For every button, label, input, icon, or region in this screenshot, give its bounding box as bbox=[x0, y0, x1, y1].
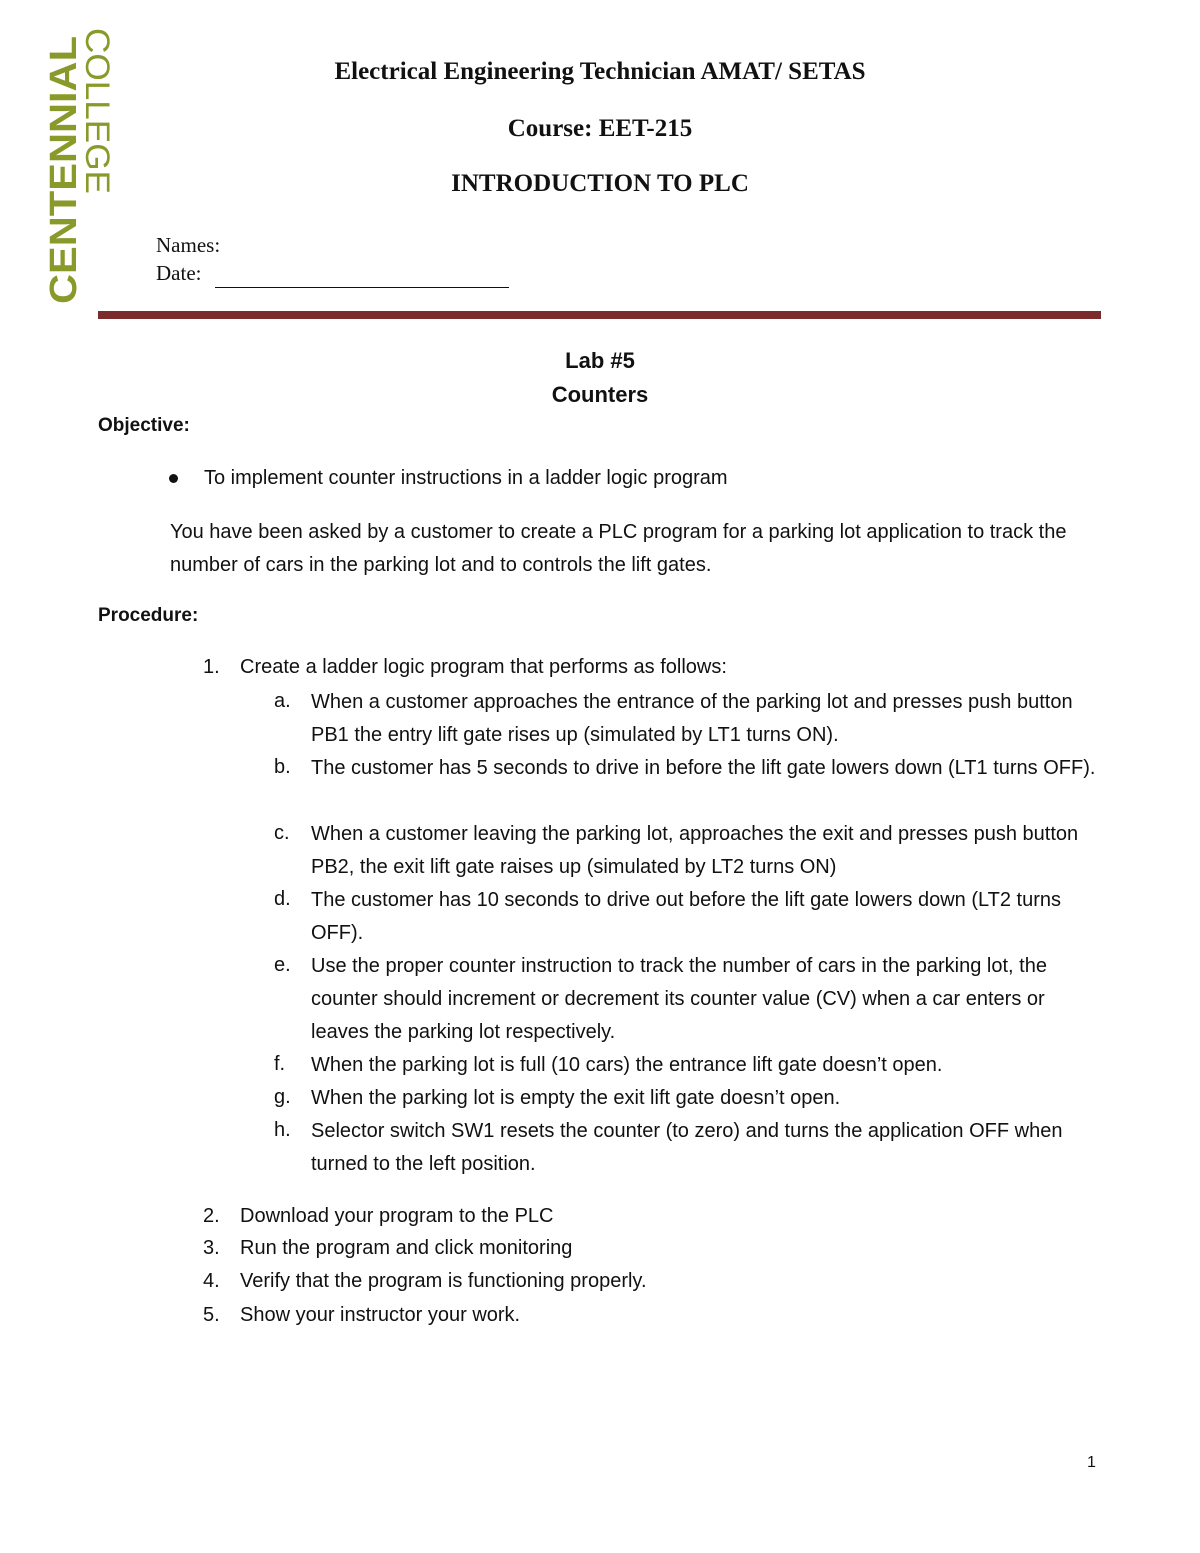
step-number: 4. bbox=[203, 1270, 220, 1292]
substep-letter: g. bbox=[274, 1086, 291, 1108]
page-number: 1 bbox=[1087, 1454, 1096, 1471]
substep-text: Use the proper counter instruction to track the number of cars in the parking lot, the counter should increment or decrement its counter value (CV) when a car enters or leaves the parking lot respectively. bbox=[311, 955, 1047, 1043]
step-text: Verify that the program is functioning properly. bbox=[240, 1270, 647, 1292]
substep-text: When a customer approaches the entrance of the parking lot and presses push button PB1 the entry lift gate rises up (simulated by LT1 turns ON). bbox=[311, 691, 1073, 746]
step-number: 3. bbox=[203, 1237, 220, 1259]
date-blank-line bbox=[215, 287, 509, 288]
course-code: Course: EET-215 bbox=[507, 115, 693, 142]
step-number: 5. bbox=[203, 1304, 220, 1326]
lab-number: Lab #5 bbox=[565, 348, 635, 373]
step-number: 1. bbox=[203, 656, 220, 678]
substep-letter: a. bbox=[274, 690, 291, 712]
step-text: Download your program to the PLC bbox=[240, 1205, 554, 1227]
step-number: 2. bbox=[203, 1205, 220, 1227]
substep-text: When a customer leaving the parking lot, approaches the exit and presses push button PB2, the exit lift gate raises up (simulated by LT2 turns ON) bbox=[311, 823, 1079, 878]
objective-bullet-text: To implement counter instructions in a ladder logic program bbox=[204, 467, 728, 489]
logo-line2: COLLEGE bbox=[78, 28, 116, 189]
substep-text: When the parking lot is full (10 cars) the entrance lift gate doesn’t open. bbox=[311, 1054, 943, 1076]
substep-text: The customer has 5 seconds to drive in before the lift gate lowers down (LT1 turns OFF). bbox=[311, 757, 1096, 779]
header-divider bbox=[98, 311, 1101, 319]
substep-letter: f. bbox=[274, 1053, 286, 1075]
logo-line1: CENTENNIAL bbox=[43, 59, 85, 304]
step-text: Show your instructor your work. bbox=[240, 1304, 521, 1326]
substep-letter: c. bbox=[274, 822, 290, 844]
substep-text: When the parking lot is empty the exit lift gate doesn’t open. bbox=[311, 1087, 841, 1109]
lab-title: Counters bbox=[551, 382, 649, 407]
procedure-label: Procedure: bbox=[98, 605, 199, 626]
substep-letter: b. bbox=[274, 756, 291, 778]
program-title: Electrical Engineering Technician AMAT/ SETAS bbox=[334, 58, 866, 85]
date-label: Date: bbox=[156, 261, 202, 285]
names-label: Names: bbox=[156, 233, 221, 257]
bullet-dot bbox=[169, 474, 178, 483]
objective-label: Objective: bbox=[98, 415, 190, 436]
intro-paragraph: You have been asked by a customer to create a PLC program for a parking lot application to track the number of cars in the parking lot and to controls the lift gates. bbox=[170, 521, 1067, 576]
step-text: Run the program and click monitoring bbox=[240, 1237, 573, 1259]
substep-text: The customer has 10 seconds to drive out before the lift gate lowers down (LT2 turns OFF). bbox=[311, 889, 1062, 944]
substep-letter: h. bbox=[274, 1119, 291, 1141]
step-text: Create a ladder logic program that performs as follows: bbox=[240, 656, 727, 678]
substep-text: Selector switch SW1 resets the counter (to zero) and turns the application OFF when turned to the left position. bbox=[311, 1120, 1063, 1175]
substep-letter: d. bbox=[274, 888, 291, 910]
course-subject: INTRODUCTION TO PLC bbox=[451, 170, 749, 197]
substep-letter: e. bbox=[274, 954, 291, 976]
